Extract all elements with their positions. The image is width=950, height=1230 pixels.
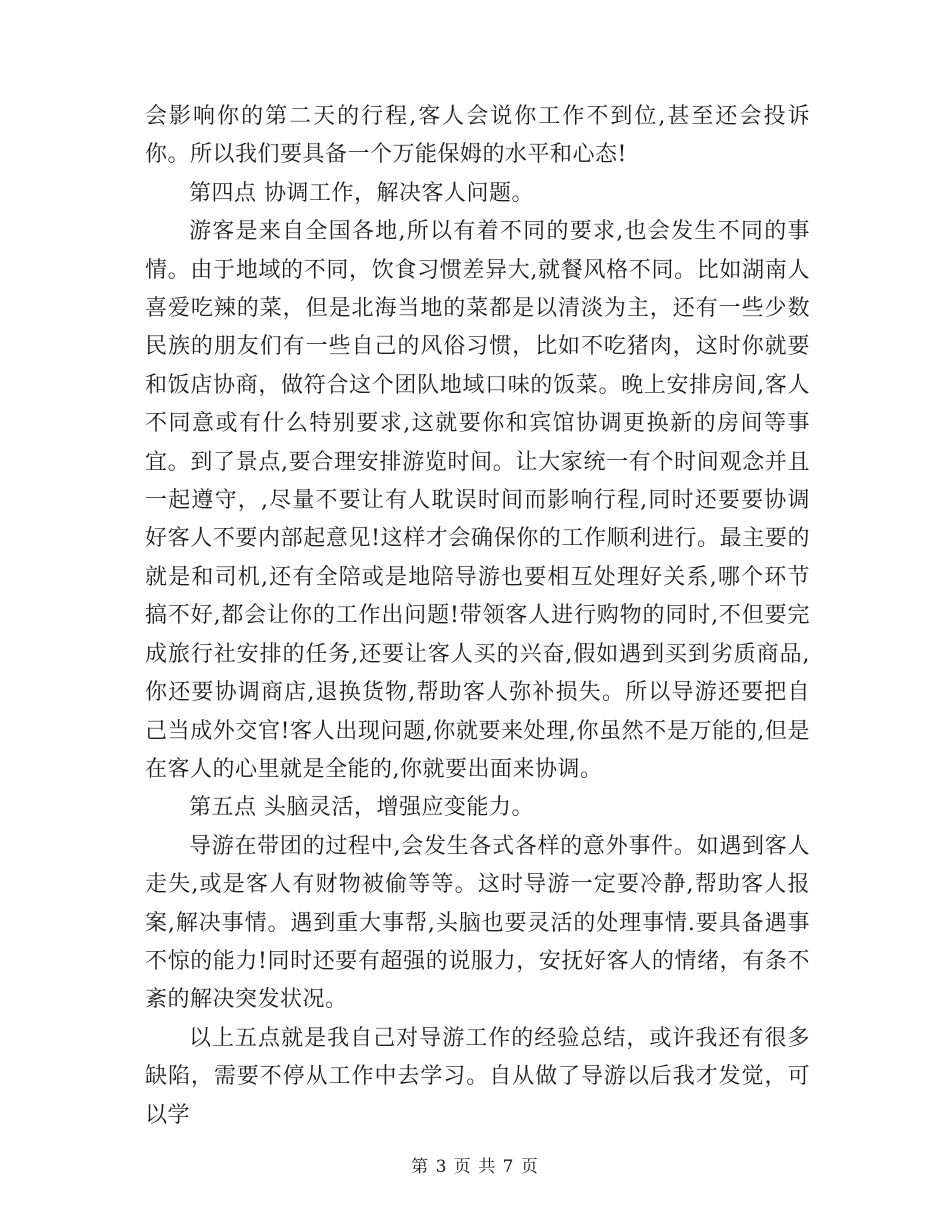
paragraph: 导游在带团的过程中,会发生各式各样的意外事件。如遇到客人走失,或是客人有财物被偷等等。这时导游一定要冷静,帮助客人报案,解决事情。遇到重大事帮,头脑也要灵活的处理事情.要具备遇事不惊的能力!同时还要有超强的说服力，安抚好客人的情绪，有条不紊的解决突发状况。 (145, 833, 810, 1013)
paragraph: 游客是来自全国各地,所以有着不同的要求,也会发生不同的事情。由于地域的不同，饮食习惯差异大,就餐风格不同。比如湖南人喜爱吃辣的菜，但是北海当地的菜都是以清淡为主，还有一些少数民族的朋友们有一些自己的风俗习惯，比如不吃猪肉，这时你就要和饭店协商，做符合这个团队地域口味的饭菜。晚上安排房间,客人不同意或有什么特别要求,这就要你和宾馆协调更换新的房间等事宜。到了景点,要合理安排游览时间。让大家统一有个时间观念并且一起遵守，,尽量不要让有人耽误时间而影响行程,同时还要要协调好客人不要内部起意见!这样才会确保你的工作顺利进行。最主要的就是和司机,还有全陪或是地陪导游也要相互处理好关系,哪个环节搞不好,都会让你的工作出问题!带领客人进行购物的同时,不但要完成旅行社安排的任务,还要让客人买的兴奋,假如遇到买到劣质商品,你还要协调商店,退换货物,帮助客人弥补损失。所以导游还要把自己当成外交官!客人出现问题,你就要来处理,你虽然不是万能的,但是在客人的心里就是全能的,你就要出面来协调。 (145, 219, 810, 782)
section-heading-5: 第五点 头脑灵活，增强应变能力。 (189, 795, 534, 821)
paragraph: 以上五点就是我自己对导游工作的经验总结，或许我还有很多缺陷，需要不停从工作中去学习。自从做了导游以后我才发觉，可以学 (145, 1025, 810, 1128)
page-footer (0, 1152, 950, 1177)
section-heading-4: 第四点 协调工作，解决客人问题。 (189, 180, 534, 206)
page-number: 第 3 页 共 7 页 (411, 1157, 539, 1177)
document-body (145, 98, 810, 1135)
paragraph: 会影响你的第二天的行程,客人会说你工作不到位,甚至还会投诉你。所以我们要具备一个万能保姆的水平和心态! (145, 104, 810, 168)
